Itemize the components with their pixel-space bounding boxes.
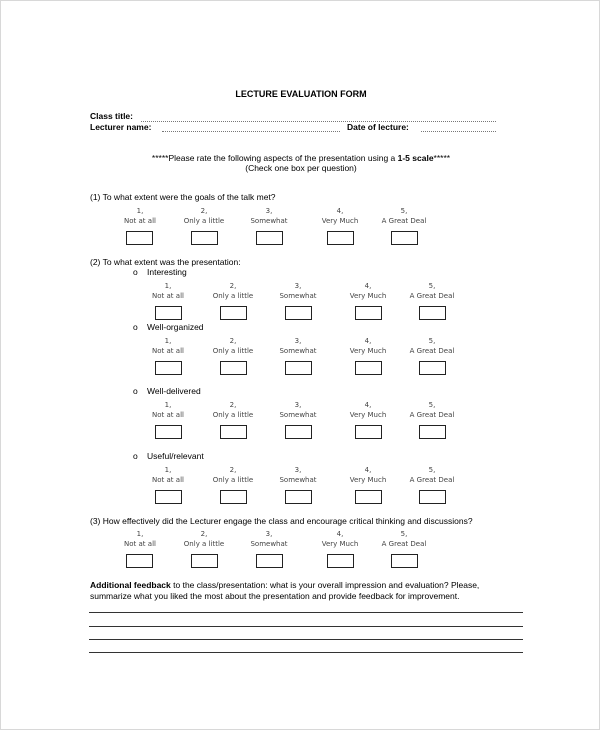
sub-question-well-delivered: Well-delivered	[147, 386, 201, 396]
sub-question-useful-relevant: Useful/relevant	[147, 451, 204, 461]
scale-label-5: 5, A Great Deal	[409, 401, 455, 419]
scale-label-2: 2, Only a little	[212, 466, 254, 484]
scale-label-1: 1, Not at all	[152, 282, 184, 300]
feedback-line-3[interactable]	[89, 639, 523, 640]
question-2: (2) To what extent was the presentation:	[90, 257, 241, 267]
checkbox-q3-4[interactable]	[327, 554, 354, 568]
scale-label-1: 1, Not at all	[124, 530, 156, 548]
checkbox-useful-relevant-4[interactable]	[355, 490, 382, 504]
checkbox-interesting-4[interactable]	[355, 306, 382, 320]
scale-label-2: 2, Only a little	[212, 337, 254, 355]
checkbox-q1-4[interactable]	[327, 231, 354, 245]
class-title-label: Class title:	[90, 111, 133, 121]
scale-label-3: 3, Somewhat	[250, 530, 288, 548]
checkbox-well-organized-4[interactable]	[355, 361, 382, 375]
checkbox-useful-relevant-3[interactable]	[285, 490, 312, 504]
checkbox-interesting-2[interactable]	[220, 306, 247, 320]
form-title: LECTURE EVALUATION FORM	[235, 89, 367, 99]
bullet-marker: o	[133, 386, 138, 396]
checkbox-well-delivered-1[interactable]	[155, 425, 182, 439]
bullet-marker: o	[133, 451, 138, 461]
scale-label-5: 5, A Great Deal	[409, 337, 455, 355]
scale-label-4: 4, Very Much	[321, 207, 359, 225]
checkbox-q1-2[interactable]	[191, 231, 218, 245]
checkbox-q3-2[interactable]	[191, 554, 218, 568]
checkbox-interesting-1[interactable]	[155, 306, 182, 320]
lecturer-name-label: Lecturer name:	[90, 122, 152, 132]
checkbox-interesting-3[interactable]	[285, 306, 312, 320]
scale-label-2: 2, Only a little	[212, 401, 254, 419]
scale-label-3: 3, Somewhat	[279, 282, 317, 300]
scale-label-1: 1, Not at all	[152, 337, 184, 355]
date-of-lecture-label: Date of lecture:	[347, 122, 409, 132]
scale-label-3: 3, Somewhat	[250, 207, 288, 225]
checkbox-q3-3[interactable]	[256, 554, 283, 568]
checkbox-q3-1[interactable]	[126, 554, 153, 568]
scale-label-3: 3, Somewhat	[279, 466, 317, 484]
scale-label-5: 5, A Great Deal	[409, 466, 455, 484]
scale-label-5: 5, A Great Deal	[409, 282, 455, 300]
checkbox-well-organized-5[interactable]	[419, 361, 446, 375]
checkbox-interesting-5[interactable]	[419, 306, 446, 320]
scale-label-3: 3, Somewhat	[279, 337, 317, 355]
bullet-marker: o	[133, 267, 138, 277]
checkbox-useful-relevant-1[interactable]	[155, 490, 182, 504]
date-of-lecture-field[interactable]	[421, 131, 496, 132]
checkbox-useful-relevant-5[interactable]	[419, 490, 446, 504]
scale-label-4: 4, Very Much	[349, 466, 387, 484]
checkbox-well-delivered-3[interactable]	[285, 425, 312, 439]
checkbox-well-delivered-2[interactable]	[220, 425, 247, 439]
checkbox-well-organized-3[interactable]	[285, 361, 312, 375]
scale-label-1: 1, Not at all	[152, 401, 184, 419]
checkbox-q1-5[interactable]	[391, 231, 418, 245]
checkbox-useful-relevant-2[interactable]	[220, 490, 247, 504]
scale-label-4: 4, Very Much	[349, 337, 387, 355]
class-title-field[interactable]	[141, 121, 496, 122]
scale-label-4: 4, Very Much	[349, 282, 387, 300]
bullet-marker: o	[133, 322, 138, 332]
instructions: *****Please rate the following aspects of the presentation using a 1-5 scale*****	[151, 153, 451, 163]
scale-label-5: 5, A Great Deal	[381, 530, 427, 548]
scale-label-4: 4, Very Much	[349, 401, 387, 419]
question-3: (3) How effectively did the Lecturer engage the class and encourage critical thinking and discussions?	[90, 516, 473, 526]
scale-label-2: 2, Only a little	[183, 207, 225, 225]
lecturer-name-field[interactable]	[162, 131, 340, 132]
scale-label-1: 1, Not at all	[152, 466, 184, 484]
checkbox-well-delivered-5[interactable]	[419, 425, 446, 439]
feedback-line-4[interactable]	[89, 652, 523, 653]
feedback-line-1[interactable]	[89, 612, 523, 613]
checkbox-well-organized-2[interactable]	[220, 361, 247, 375]
additional-feedback-prompt: Additional feedback to the class/presentation: what is your overall impression and evaluation? Please, summarize what you liked the most about the presentation and provide feedback for improvement.	[90, 580, 480, 601]
checkbox-well-delivered-4[interactable]	[355, 425, 382, 439]
scale-label-1: 1, Not at all	[124, 207, 156, 225]
checkbox-q3-5[interactable]	[391, 554, 418, 568]
checkbox-well-organized-1[interactable]	[155, 361, 182, 375]
question-1: (1) To what extent were the goals of the talk met?	[90, 192, 276, 202]
feedback-line-2[interactable]	[89, 626, 523, 627]
scale-label-5: 5, A Great Deal	[381, 207, 427, 225]
checkbox-q1-3[interactable]	[256, 231, 283, 245]
scale-label-2: 2, Only a little	[212, 282, 254, 300]
sub-question-well-organized: Well-organized	[147, 322, 204, 332]
checkbox-q1-1[interactable]	[126, 231, 153, 245]
scale-label-4: 4, Very Much	[321, 530, 359, 548]
sub-question-interesting: Interesting	[147, 267, 187, 277]
instructions-subline: (Check one box per question)	[245, 163, 357, 173]
scale-label-2: 2, Only a little	[183, 530, 225, 548]
scale-label-3: 3, Somewhat	[279, 401, 317, 419]
